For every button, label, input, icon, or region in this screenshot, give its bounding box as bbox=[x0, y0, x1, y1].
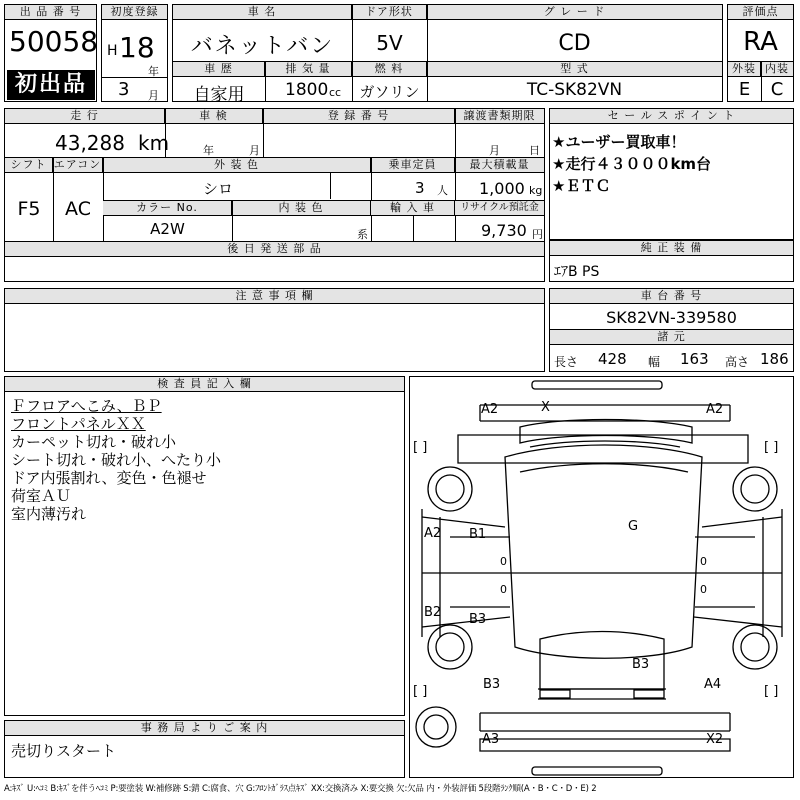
mark-left-front-door: A2 bbox=[424, 526, 442, 541]
mark-right-zero-front: 0 bbox=[700, 555, 707, 568]
mark-right-zero-rear: 0 bbox=[700, 583, 707, 596]
color-no: A2W bbox=[150, 220, 185, 238]
transfer-day-unit: 日 bbox=[529, 144, 540, 157]
length-label: 長さ bbox=[554, 355, 579, 369]
inspector-note-2: フロントパネルＸＸ bbox=[11, 415, 146, 433]
mark-rear-right: A4 bbox=[704, 677, 722, 692]
caution-box bbox=[4, 288, 545, 372]
vehicle-diagram bbox=[409, 376, 794, 778]
recycle-unit: 円 bbox=[532, 228, 543, 241]
sales-points-box bbox=[549, 108, 794, 240]
mark-right-b3: B3 bbox=[632, 657, 650, 672]
reg-year-unit: 年 bbox=[148, 65, 159, 78]
grade: CD bbox=[558, 31, 591, 56]
fuel: ガソリン bbox=[359, 83, 420, 101]
displacement: 1800 bbox=[285, 80, 329, 100]
mark-left-zero-front: 0 bbox=[500, 555, 507, 568]
caution-label: 注 意 事 項 欄 bbox=[5, 289, 544, 304]
mark-left-rear: B2 bbox=[424, 605, 442, 620]
equipment-value: ｴｱB PS bbox=[554, 264, 600, 280]
inspector-box bbox=[4, 376, 405, 716]
mark-bracket-right-lower: [ ] bbox=[764, 684, 779, 699]
import-label: 輸 入 車 bbox=[371, 201, 455, 216]
sales-point-3: ★ＥＴＣ bbox=[552, 177, 611, 195]
equipment-box bbox=[549, 240, 794, 282]
office-box bbox=[4, 720, 405, 778]
model-label: 型 式 bbox=[427, 62, 722, 77]
office-label: 事 務 局 よ り ご 案 内 bbox=[5, 721, 404, 736]
interior-color-unit: 系 bbox=[357, 228, 368, 241]
first-listing-badge: 初出品 bbox=[7, 70, 95, 100]
inspection-month-unit: 月 bbox=[249, 144, 260, 157]
ext-score: E bbox=[738, 79, 751, 100]
shift: F5 bbox=[17, 198, 41, 220]
spec-box bbox=[4, 108, 545, 282]
dims-label: 諸 元 bbox=[550, 330, 793, 345]
inspection-label: 車 検 bbox=[165, 109, 263, 124]
ac-label: エアコン bbox=[53, 158, 102, 171]
mark-b1: B1 bbox=[469, 527, 487, 542]
mark-left-b3: B3 bbox=[469, 612, 487, 627]
mark-g: G bbox=[628, 519, 639, 534]
color-no-label: カラー No. bbox=[103, 201, 232, 216]
mark-front-center: X bbox=[541, 400, 550, 415]
lot-number: 50058 bbox=[9, 25, 99, 58]
mark-bracket-left-upper: [ ] bbox=[413, 440, 428, 455]
inspector-label: 検 査 員 記 入 欄 bbox=[5, 377, 404, 392]
mark-left-zero-rear: 0 bbox=[500, 583, 507, 596]
mileage-unit: km bbox=[138, 131, 170, 155]
history: 自家用 bbox=[193, 85, 245, 105]
interior-color-label: 内 装 色 bbox=[232, 201, 371, 216]
lot-number-box bbox=[4, 4, 97, 102]
inspector-note-1: Ｆフロアへこみ、ＢＰ bbox=[11, 397, 162, 415]
capacity-unit: 人 bbox=[437, 184, 448, 197]
mileage: 43,288 bbox=[55, 131, 125, 155]
inspector-note-4: シート切れ・破れ小、へたり小 bbox=[11, 451, 222, 469]
sales-point-1: ★ユーザー買取車！ bbox=[552, 133, 686, 151]
door-label: ドア形状 bbox=[352, 5, 427, 20]
displacement-label: 排 気 量 bbox=[265, 62, 352, 77]
chassis-box bbox=[549, 288, 794, 372]
inspector-note-3: カーペット切れ・破れ小 bbox=[11, 433, 177, 451]
width: 163 bbox=[680, 350, 709, 368]
office-value: 売切りスタート bbox=[11, 742, 117, 760]
shift-label: シフト bbox=[5, 158, 53, 173]
int-score: C bbox=[770, 79, 784, 100]
load-label: 最大積載量 bbox=[455, 158, 544, 173]
inspector-note-6: 荷室ＡＵ bbox=[11, 487, 72, 505]
reg-year: 18 bbox=[119, 31, 155, 64]
mark-bracket-right-upper: [ ] bbox=[764, 440, 779, 455]
reg-month: 3 bbox=[118, 79, 130, 100]
fuel-label: 燃 料 bbox=[352, 62, 427, 77]
load: 1,000 bbox=[479, 179, 525, 198]
mark-bracket-left-lower: [ ] bbox=[413, 684, 428, 699]
recycle: 9,730 bbox=[481, 221, 527, 240]
mark-front-left: A2 bbox=[481, 402, 499, 417]
mark-bottom-right: X2 bbox=[706, 732, 724, 747]
car-info-box bbox=[172, 4, 723, 105]
load-unit: kg bbox=[529, 184, 543, 197]
model: TC-SK82VN bbox=[526, 80, 623, 100]
mark-bottom-left: A3 bbox=[482, 732, 500, 747]
recycle-label: リサイクル預託金 bbox=[455, 201, 544, 216]
int-score-label: 内装 bbox=[761, 62, 793, 77]
height: 186 bbox=[760, 350, 789, 368]
grade-label: グ レ ー ド bbox=[427, 5, 722, 20]
era: H bbox=[107, 43, 118, 59]
sales-points-label: セ ー ル ス ポ イ ン ト bbox=[550, 109, 793, 124]
inspector-note-5: ドア内張割れ、変色・色褪せ bbox=[11, 469, 207, 487]
first-reg-label: 初度登録 bbox=[102, 5, 167, 20]
mark-rear-left-b3: B3 bbox=[483, 677, 501, 692]
displacement-unit: cc bbox=[329, 86, 342, 99]
equipment-label: 純 正 装 備 bbox=[550, 241, 793, 256]
door-type: 5V bbox=[376, 31, 403, 55]
history-label: 車 歴 bbox=[173, 62, 265, 77]
score-box bbox=[727, 4, 794, 102]
reg-month-unit: 月 bbox=[148, 89, 159, 102]
chassis-label: 車 台 番 号 bbox=[550, 289, 793, 304]
transfer-label: 譲渡書類期限 bbox=[455, 109, 544, 124]
sales-point-2: ★走行４３０００km台 bbox=[552, 155, 712, 173]
mark-front-right: A2 bbox=[706, 402, 724, 417]
ext-score-label: 外装 bbox=[728, 62, 761, 77]
vehicle-outline-drawing bbox=[410, 377, 793, 777]
mileage-label: 走 行 bbox=[5, 109, 165, 124]
inspection-year-unit: 年 bbox=[203, 144, 214, 157]
height-label: 高さ bbox=[725, 355, 750, 369]
first-registration-box bbox=[101, 4, 168, 102]
inspector-note-7: 室内薄汚れ bbox=[11, 505, 87, 523]
transfer-month-unit: 月 bbox=[489, 144, 500, 157]
ac: AC bbox=[65, 198, 91, 220]
legend-footer: A:ｷｽﾞ U:ﾍｺﾐ B:ｷｽﾞを伴うﾍｺﾐ P:要塗装 W:補修跡 S:錆 C:腐食、穴 G:ﾌﾛﾝﾄｶﾞﾗｽ点ｷｽﾞ XX:交換済み X:要交換 欠:欠品 内・外装評価 5段階ﾗﾝｸ順(A・B・C・D・E) 2 bbox=[4, 784, 597, 794]
capacity: 3 bbox=[415, 179, 425, 197]
length: 428 bbox=[598, 350, 627, 368]
score-label: 評価点 bbox=[728, 5, 793, 20]
lot-label: 出 品 番 号 bbox=[5, 5, 96, 20]
width-label: 幅 bbox=[648, 355, 661, 369]
car-name-label: 車 名 bbox=[173, 5, 352, 20]
car-name: バネットバン bbox=[190, 34, 335, 59]
later-parts-label: 後 日 発 送 部 品 bbox=[5, 242, 544, 257]
registration-label: 登 録 番 号 bbox=[263, 109, 455, 124]
color-label: 外 装 色 bbox=[103, 158, 371, 173]
score: RA bbox=[743, 27, 778, 57]
chassis-number: SK82VN-339580 bbox=[606, 308, 737, 327]
color: シロ bbox=[202, 180, 233, 198]
capacity-label: 乗車定員 bbox=[371, 158, 455, 173]
